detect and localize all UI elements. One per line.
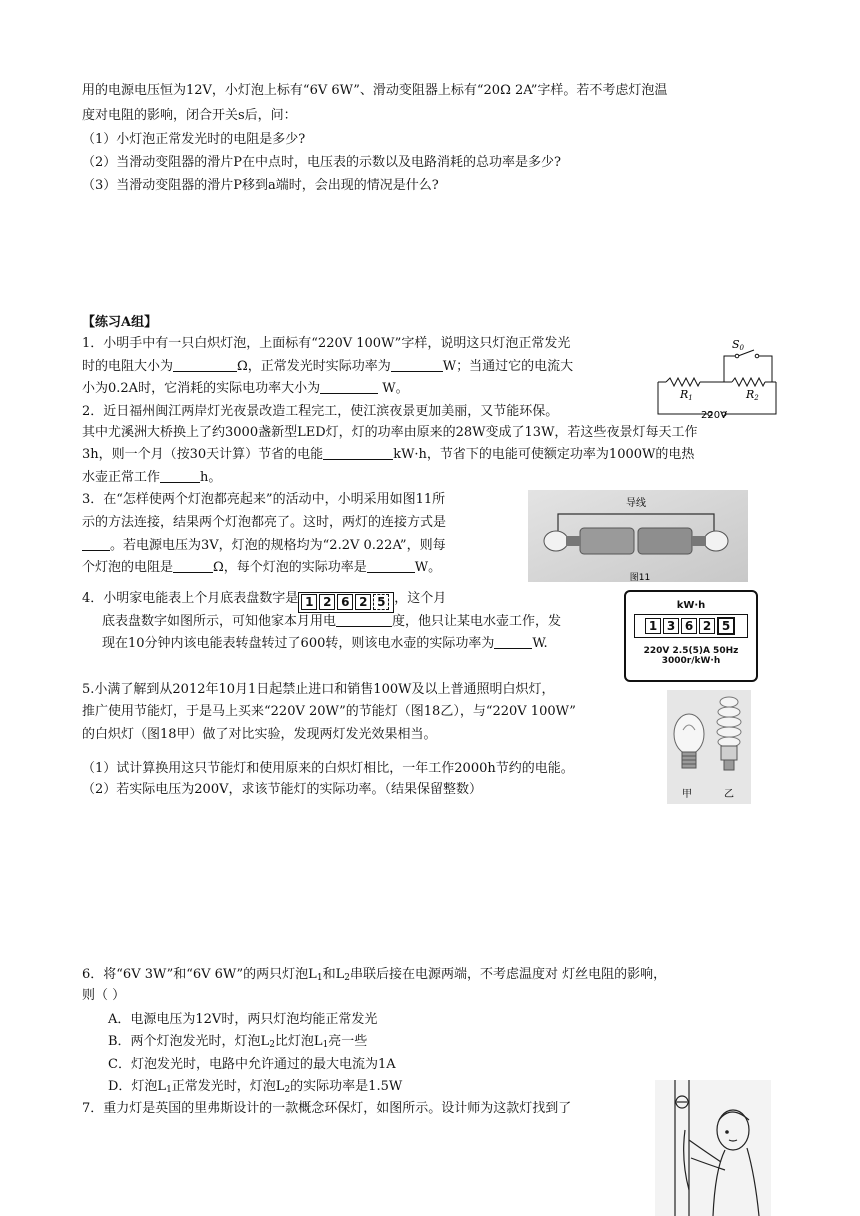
digit: 6 bbox=[337, 594, 353, 610]
p1-text: W。 bbox=[378, 381, 409, 396]
p7-line-1: 7．重力灯是英国的里弗斯设计的一款概念环保灯，如图所示。设计师为这款灯找到了 bbox=[82, 1101, 572, 1116]
meter-revolutions: 3000r/kW·h bbox=[661, 656, 721, 666]
subscript: 2 bbox=[284, 1085, 291, 1095]
p2-text: 3h，则一个月（按30天计算）节省的电能 bbox=[82, 447, 324, 462]
p1-text: W；当通过它的电流大 bbox=[442, 359, 574, 374]
p1-text: 小为0.2A时，它消耗的实际电功率大小为 bbox=[82, 381, 321, 396]
meter-spec: 220V 2.5(5)A 50Hz bbox=[643, 646, 739, 656]
figure-11-photo bbox=[528, 490, 748, 582]
p2-text: h。 bbox=[200, 470, 222, 485]
p2-text: kW·h，节省下的电能可使额定功率为1000W的电热 bbox=[393, 447, 695, 462]
p5-line-3: 的白炽灯（图18甲）做了对比实验，发现两灯发光效果相当。 bbox=[82, 727, 437, 742]
p4-text: 底表盘数字如图所示，可知他家本月用电 bbox=[102, 614, 337, 629]
p3-text: W。 bbox=[414, 560, 442, 575]
p4-line-1 bbox=[82, 590, 446, 613]
p3-line-1: 3．在“怎样使两个灯泡都亮起来”的活动中，小明采用如图11所 bbox=[82, 492, 446, 507]
switch-label: S0 bbox=[732, 338, 745, 352]
digit: 2 bbox=[699, 618, 715, 634]
p4-text: 度，他只让某电水壶工作，发 bbox=[392, 614, 562, 629]
p6-option-c: C．灯泡发光时，电路中允许通过的最大电流为1A bbox=[108, 1057, 396, 1072]
p2-line-2: 其中尤溪洲大桥换上了约3000盏新型LED灯，灯的功率由原来的28W变成了13W，若这些夜景灯每天工作 bbox=[82, 425, 698, 440]
p6-text: B．两个灯泡发光时，灯泡L bbox=[108, 1034, 270, 1049]
p6-text: 比灯泡L bbox=[274, 1034, 323, 1049]
p4-text: 现在10分钟内该电能表转盘转过了600转，则该电水壶的实际功率为 bbox=[102, 636, 495, 651]
answer-blank[interactable] bbox=[173, 560, 213, 573]
subscript: 2 bbox=[269, 1040, 275, 1050]
answer-blank[interactable] bbox=[494, 636, 532, 649]
intro-question-2: （2）当滑动变阻器的滑片P在中点时，电压表的示数以及电路消耗的总功率是多少? bbox=[82, 155, 561, 170]
p4-line-2 bbox=[102, 613, 561, 630]
p6-text: 6．将“6V 3W”和“6V 6W”的两只灯泡L bbox=[82, 967, 317, 982]
answer-blank[interactable] bbox=[320, 381, 378, 394]
gravity-lamp-figure bbox=[655, 1080, 771, 1216]
meter-digits-now bbox=[634, 614, 748, 638]
p3-text: Ω，每个灯泡的实际功率是 bbox=[213, 560, 367, 575]
intro-question-1: （1）小灯泡正常发光时的电阻是多少? bbox=[82, 132, 306, 147]
voltage-label: 220V bbox=[701, 410, 727, 420]
intro-line-1: 用的电源电压恒为12V，小灯泡上标有“6V 6W”、滑动变阻器上标有“20Ω 2A”字样。若不考虑灯泡温 bbox=[82, 83, 668, 98]
answer-blank[interactable] bbox=[391, 359, 443, 372]
figure-label-a: 甲 bbox=[682, 789, 692, 800]
p1-line-3 bbox=[82, 380, 409, 397]
subscript: 1 bbox=[166, 1085, 172, 1095]
digit: 6 bbox=[681, 618, 697, 634]
p2-line-4 bbox=[82, 469, 221, 486]
circuit-diagram bbox=[652, 336, 782, 420]
electric-meter bbox=[624, 590, 758, 682]
r2-label: R2 bbox=[746, 388, 759, 402]
p6-option-b bbox=[108, 1033, 367, 1054]
p2-line-3 bbox=[82, 446, 694, 463]
figure-caption: 图11 bbox=[629, 573, 651, 582]
p4-line-3 bbox=[102, 635, 548, 652]
answer-blank[interactable] bbox=[173, 359, 237, 372]
meter-digits-prev bbox=[298, 592, 394, 613]
p4-text: W. bbox=[532, 636, 548, 651]
figure-18-bulbs bbox=[667, 690, 751, 804]
digit: 1 bbox=[301, 594, 317, 610]
p6-text: 亮一些 bbox=[328, 1034, 368, 1049]
intro-question-3: （3）当滑动变阻器的滑片P移到a端时，会出现的情况是什么? bbox=[82, 178, 439, 193]
p6-option-a: A．电源电压为12V时，两只灯泡均能正常发光 bbox=[108, 1012, 378, 1027]
r1-label: R1 bbox=[680, 388, 693, 402]
p6-text: 的实际功率是1.5W bbox=[290, 1079, 403, 1094]
p5-question-1: （1）试计算换用这只节能灯和使用原来的白炽灯相比，一年工作2000h节约的电能。 bbox=[82, 761, 574, 776]
subscript: 1 bbox=[316, 973, 323, 983]
section-title: 【练习A组】 bbox=[82, 315, 158, 330]
p2-text: 水壶正常工作 bbox=[82, 470, 161, 485]
digit: 1 bbox=[645, 618, 661, 634]
answer-blank[interactable] bbox=[82, 538, 110, 551]
p6-text: D．灯泡L bbox=[108, 1079, 167, 1094]
digit: 5 bbox=[373, 594, 389, 610]
p5-line-2: 推广使用节能灯，于是马上买来“220V 20W”的节能灯（图18乙），与“220V 100W” bbox=[82, 704, 576, 719]
p1-line-2 bbox=[82, 358, 573, 375]
figure-wire-label: 导线 bbox=[626, 498, 646, 509]
meter-unit: kW·h bbox=[676, 600, 706, 611]
p6-option-d bbox=[108, 1078, 402, 1099]
subscript: 2 bbox=[344, 973, 350, 983]
answer-blank[interactable] bbox=[323, 447, 393, 460]
digit: 2 bbox=[355, 594, 371, 610]
intro-line-2: 度对电阻的影响，闭合开关s后，问： bbox=[82, 108, 297, 123]
p6-text: 和L bbox=[322, 967, 345, 982]
p4-text: 4．小明家电能表上个月底表盘数字是 bbox=[82, 591, 299, 606]
answer-blank[interactable] bbox=[160, 470, 200, 483]
p3-line-4 bbox=[82, 559, 441, 576]
p6-line-1 bbox=[82, 966, 666, 987]
p5-question-2: （2）若实际电压为200V，求该节能灯的实际功率。（结果保留整数） bbox=[82, 782, 482, 797]
answer-blank[interactable] bbox=[336, 614, 392, 627]
p6-text: 串联后接在电源两端，不考虑温度对 灯丝电阻的影响， bbox=[349, 967, 667, 982]
digit: 3 bbox=[663, 618, 679, 634]
p6-text: 正常发光时，灯泡L bbox=[171, 1079, 285, 1094]
answer-blank[interactable] bbox=[367, 560, 415, 573]
p3-text: 个灯泡的电阻是 bbox=[82, 560, 174, 575]
p6-line-2: 则（ ） bbox=[82, 988, 126, 1003]
p2-line-1: 2．近日福州闽江两岸灯光夜景改造工程完工，使江滨夜景更加美丽，又节能环保。 bbox=[82, 404, 559, 419]
p3-line-3 bbox=[82, 537, 446, 554]
p1-text: 时的电阻大小为 bbox=[82, 359, 174, 374]
p1-text: Ω，正常发光时实际功率为 bbox=[237, 359, 391, 374]
p4-text: ，这个月 bbox=[394, 591, 447, 606]
digit: 2 bbox=[319, 594, 335, 610]
digit: 5 bbox=[717, 617, 735, 635]
figure-label-b: 乙 bbox=[724, 789, 734, 800]
p1-line-1: 1．小明手中有一只白炽灯泡，上面标有“220V 100W”字样，说明这只灯泡正常发光 bbox=[82, 336, 571, 351]
subscript: 1 bbox=[322, 1040, 329, 1050]
p5-line-1: 5.小满了解到从2012年10月1日起禁止进口和销售100W及以上普通照明白炽灯， bbox=[82, 682, 555, 697]
p3-text: 。若电源电压为3V，灯泡的规格均为“2.2V 0.22A”，则每 bbox=[110, 538, 446, 553]
p3-line-2: 示的方法连接，结果两个灯泡都亮了。这时，两灯的连接方式是 bbox=[82, 515, 447, 530]
